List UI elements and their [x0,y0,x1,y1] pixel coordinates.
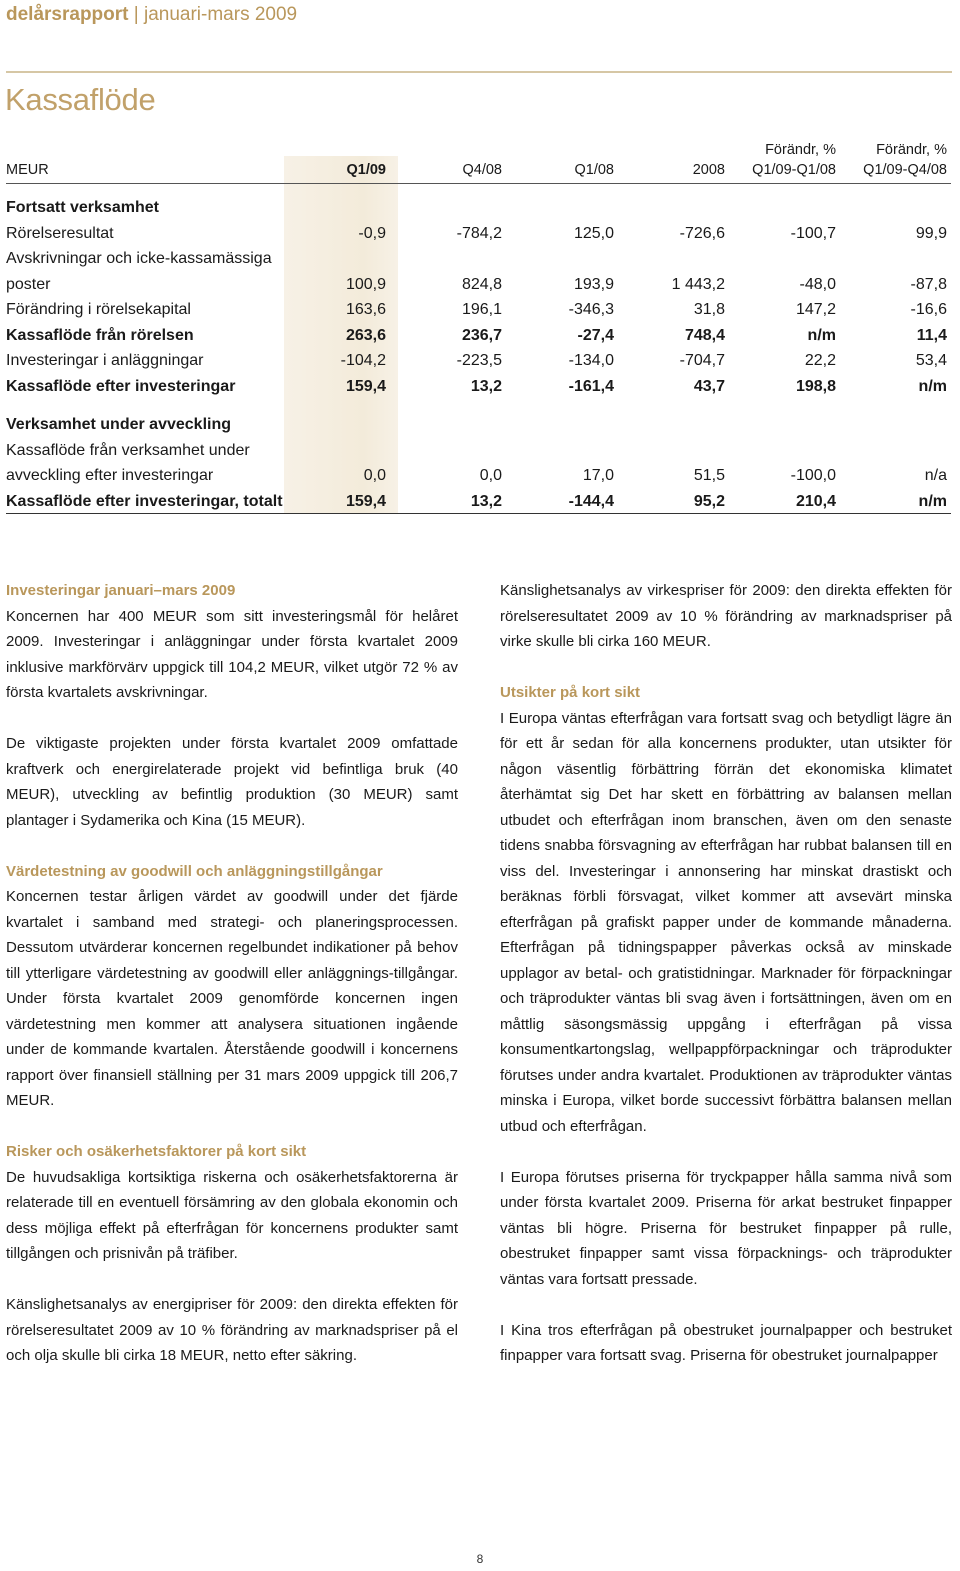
column-header [382,160,502,180]
table-row [6,352,951,377]
table-cell: 748,4 [684,327,725,344]
table-cell: 125,0 [573,225,614,242]
column-header-line2: Q4/08 [462,162,502,178]
row-label: Kassaflöde efter investeringar, totalt [6,493,283,510]
paragraph: De viktigaste projekten under första kvartalet 2009 omfattade kraftverk och energirelaterade projekt vid befintliga bruk (40 MEUR), utveckling av befintlig produktion (30 MEUR) samt plantager i Sydamerika och Kina (15 MEUR). [6,735,458,829]
section-heading: Investeringar januari–mars 2009 [6,582,236,599]
table-cell: 13,2 [470,378,502,395]
report-header [6,4,297,26]
table-cell: -223,5 [456,352,502,369]
paragraph: I Kina tros efterfrågan på obestruket journalpapper och bestruket finpapper vara fortsatt svag. Priserna för obestruket journalpapper [500,1321,952,1364]
table-cell: -100,7 [790,225,836,242]
table-cell: -48,0 [799,276,836,293]
paragraph-gap [500,1292,952,1318]
table-cell: 0,0 [479,467,502,484]
table-cell: 95,2 [693,493,725,510]
table-row [6,225,951,250]
paragraph-gap [500,655,952,681]
paragraph: I Europa förutses priserna för tryckpapper hålla samma nivå som under första kvartalet 2009. Priserna för arkat bestruket finpapper väntas bli högre. Priserna för bestruket finpapper på rulle, obestruket finpapper samt vissa förpacknings- och träprodukter väntas vara fortsatt pressade. [500,1168,952,1288]
row-label: Kassaflöde efter investeringar [6,378,236,395]
header-rule [6,71,952,73]
table-row [6,467,951,492]
table-row [6,250,951,275]
table-cell: 53,4 [915,352,947,369]
table-cell: -104,2 [340,352,386,369]
table-cell: -87,8 [910,276,947,293]
table-cell: 236,7 [461,327,502,344]
table-cell: -134,0 [568,352,614,369]
table-cell: 31,8 [693,301,725,318]
table-cell: 100,9 [345,276,386,293]
row-label: poster [6,276,51,293]
row-label: Kassaflöde från verksamhet under [6,442,250,459]
table-cell: 0,0 [363,467,386,484]
table-cell: -144,4 [568,493,614,510]
table-cell: 163,6 [345,301,386,318]
table-cell: -27,4 [577,327,614,344]
column-header [827,140,947,180]
row-label: avveckling efter investeringar [6,467,214,484]
section-heading: Värdetestning av goodwill och anläggningstillgångar [6,862,383,880]
table-cell: 43,7 [693,378,725,395]
table-cell: 198,8 [795,378,836,395]
column-header-line1: Förändr, % [765,142,836,158]
right-text-column [500,578,952,1369]
report-period: januari-mars 2009 [143,4,298,25]
paragraph-gap [6,1114,458,1140]
column-header [266,160,386,180]
header-rule-line [6,183,951,184]
column-header-line2: Q1/09 [346,162,386,178]
column-header-line2: 2008 [692,162,725,178]
row-label: Förändring i rörelsekapital [6,301,191,318]
table-row [6,442,951,467]
column-header-line2: Q1/08 [574,162,614,178]
table-cell: 99,9 [915,225,947,242]
table-row [6,416,951,441]
table-cell: n/m [918,493,947,510]
table-row [6,493,951,518]
table-cell: -726,6 [679,225,725,242]
section-heading: Risker och osäkerhetsfaktorer på kort sikt [6,1143,307,1160]
row-label: Avskrivningar och icke-kassamässiga [6,250,272,267]
column-header [605,160,725,180]
column-header [494,160,614,180]
table-row [6,301,951,326]
table-cell: 17,0 [582,467,614,484]
row-label: Kassaflöde från rörelsen [6,327,194,344]
table-cell: n/m [918,378,947,395]
table-cell: -0,9 [358,225,386,242]
page-number: 8 [476,1552,484,1566]
row-label: Fortsatt verksamhet [6,199,159,216]
paragraph: De huvudsakliga kortsiktiga riskerna och osäkerhetsfaktorerna är relaterade till en eventuell försämring av den globala ekonomin och dess möjliga effekt på efterfrågan för koncernens produkter samt tillgången och prisnivån på träfiber. [6,1168,458,1262]
table-cell: 13,2 [470,493,502,510]
table-cell: 196,1 [461,301,502,318]
table-cell: -16,6 [910,301,947,318]
table-cell: 159,4 [345,378,386,395]
table-cell: 263,6 [345,327,386,344]
left-text-column [6,578,458,1369]
paragraph: I Europa väntas efterfrågan vara fortsatt svag och betydligt lägre än för ett år sedan för alla koncernens produkter, utan utsikter för någon väsentlig förbättring förrän det ekonomiska klimatet återhämtat sig Det har skett en förbättring av balansen mellan utbudet och efterfrågan inom branschen, även om den senaste tidens snabba försvagning av efterfrågan har rubbat balansen till en viss del. Investeringar i annonsering har minskat drastiskt och beräknas förbli försvagat, vilket kommer att avsevärt minska efterfrågan på grafiskt papper under de kommande månaderna. Efterfrågan på tidningspapper påverkas också av minskade upplagor av betal- och gratistidningar. Marknader för förpackningar och träprodukter väntas bli svag även i fortsättningen, även om en måttlig säsongsmässig uppgång i efterfrågan på vissa konsumentkartongslag, wellpappförpackningar och träprodukter förutses under andra kvartalet. Produktionen av träprodukter väntas minska i Europa, vilket borde successivt förbättra balansen mellan utbud och efterfrågan. [500,709,952,1135]
table-cell: -704,7 [679,352,725,369]
table-row [6,199,951,224]
table-cell: 210,4 [795,493,836,510]
paragraph: Koncernen har 400 MEUR som sitt investeringsmål för helåret 2009. Investeringar i anläggningar under första kvartalet 2009 inklusive markförvärv uppgick till 104,2 MEUR, vilket utgör 72 % av första kvartalets avskrivningar. [6,607,458,701]
paragraph: Känslighetsanalys av energipriser för 2009: den direkta effekten för rörelseresultatet 2009 av 10 % förändring av marknadspriser på el och olja skulle bli cirka 18 MEUR, netto efter säkring. [6,1296,458,1364]
table-cell: n/a [924,467,947,484]
table-row [6,327,951,352]
paragraph: Koncernen testar årligen värdet av goodwill under det fjärde kvartalet i samband med strategi- och planeringsprocessen. Dessutom utvärderar koncernen regelbundet indikationer på behov till ytterligare värdetestning av goodwill eller anläggnings-tillgångar. Under första kvartalet 2009 genomförde koncernen ingen värdetestning men kommer att analysera situationen ingående under de kommande kvartalen. Återstående goodwill i koncernens rapport över finansiell ställning per 31 mars 2009 uppgick till 206,7 MEUR. [6,888,458,1109]
table-cell: 147,2 [795,301,836,318]
report-name: delårsrapport [6,4,129,25]
section-heading: Utsikter på kort sikt [500,684,641,701]
paragraph: Känslighetsanalys av virkespriser för 2009: den direkta effekten för rörelseresultatet 2009 av 10 % förändring av marknadspriser på virke skulle bli cirka 160 MEUR. [500,582,952,650]
paragraph-gap [500,1139,952,1165]
table-cell: -346,3 [568,301,614,318]
table-cell: 1 443,2 [671,276,725,293]
table-cell: -784,2 [456,225,502,242]
row-label: Rörelseresultat [6,225,114,242]
paragraph-gap [6,1267,458,1293]
table-cell: n/m [807,327,836,344]
row-label: Investeringar i anläggningar [6,352,204,369]
row-label: Verksamhet under avveckling [6,416,231,433]
column-header-line2: Q1/09-Q4/08 [863,162,947,178]
header-separator: | [133,4,139,25]
table-row [6,378,951,403]
paragraph-gap [6,833,458,859]
table-cell: 11,4 [916,327,947,344]
table-row [6,276,951,301]
table-cell: -100,0 [790,467,836,484]
table-cell: 193,9 [573,276,614,293]
table-cell: 159,4 [345,493,386,510]
paragraph-gap [6,706,458,732]
table-cell: 824,8 [461,276,502,293]
table-cell: 51,5 [693,467,725,484]
table-bottom-rule [6,513,951,514]
column-header-line1: Förändr, % [876,142,947,158]
column-header [716,140,836,180]
page-title: Kassaflöde [5,82,156,117]
table-cell: -161,4 [568,378,614,395]
table-cell: 22,2 [804,352,836,369]
column-header-line2: Q1/09-Q1/08 [752,162,836,178]
unit-label: MEUR [6,162,49,178]
